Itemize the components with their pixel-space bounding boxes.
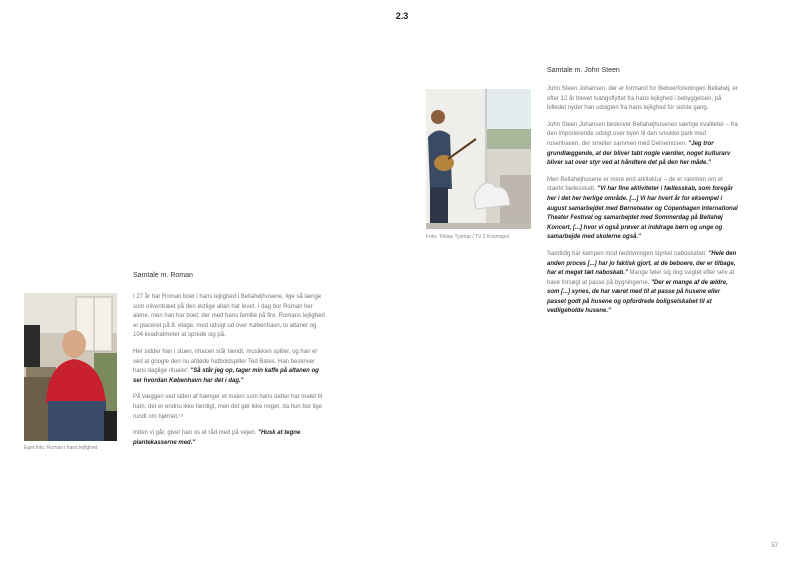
john-quote-3: "Vi har fine aktiviteter i fællesskab, som foregår her i det her herlige område. [...] Vi har hvert år for eksempel i august samarbejdet med Børneteater og Copenhagen International Theater Festival og samarbejdet med Sommerdag på Bellahøj Koncert, [...] hvor vi også prøver at inddrage børn og unge og samarbejde med skolerne også." [547, 186, 738, 241]
roman-photo [24, 293, 117, 441]
john-steen-photo [426, 89, 531, 229]
john-quote-2: "Jeg tror grundlæggende, at der bliver tabt nogle værdier, noget kulturarv bliver sat over styr ved at håndtere det på den her måde." [547, 140, 731, 167]
john-quote-4: "Hele den anden proces [...] har jo faktisk gjort, at de beboere, der er tilbage, har et meget tæt naboskab." [547, 250, 737, 277]
page-number: 57 [771, 543, 778, 549]
john-steen-heading: Samtale m. John Steen [547, 67, 620, 74]
john-paragraph-1: John Steen Johansen, der er formand for Beboerforeningen Bellahøj, er efter 12 år blevet tvangsflyttet fra hans lejlighed i bebyggelsen, på billedet nyder han udsigten fra hans lejlighed for sidste gang. [547, 86, 738, 112]
john-quote-5: "Der er mange af de ældre, som [...] synes, de har været med til at passe på husene eller passet godt på husene og opfordrede boligselskabet til at vedligeholde husene." [547, 279, 728, 315]
john-paragraph-4: Samtidig har kampen mod nedrivningen styrket naboskabet. "Hele den anden proces [...] har jo faktisk gjort, at de beboere, der er tilbage, har et meget tæt naboskab." Mange føler sig dog svigtet efter selv at have forsøgt at passe på bygningerne. "Der er mange af de ældre, som [...] synes, de har været med til at passe på husene eller passet godt på husene og opfordrede boligselskabet til at vedligeholde husene." [547, 250, 737, 315]
roman-photo-caption: Eget foto. Roman i hans lejlighed [24, 445, 98, 451]
roman-paragraph-1: I 27 år har Roman boet i hans lejlighed i Bellahøjhusene, lige så længe som oliventræet på den østlige altan har levet. I dag bor Roman her alene, men han har boet, der med hans familie på fire. Romans lejlighed er placeret på 8. etage, med udsigt ud over København, to altaner og 104 kvadratmeter at sprede sig på. [133, 294, 325, 339]
roman-article [133, 293, 326, 455]
john-steen-photo-caption: Foto: Tobias Tystrup / TV 2 Kosmopol [426, 234, 510, 240]
roman-quote-4: "Husk at tegne plantekasserne med." [133, 430, 301, 446]
john-steen-article [547, 85, 740, 324]
chapter-number: 2.3 [395, 11, 409, 21]
john-paragraph-2: John Steen Johansen beskriver Bellahøjhusenes særlige kvaliteter – fra den imponerende udsigt over byen til den smukke park med rosenhaven, der smelter sammen med Deinemosen. "Jeg tror grundlæggende, at der bliver tabt nogle værdier, noget kulturarv bliver sat over styr ved at håndtere det på den her måde." [547, 121, 738, 167]
roman-paragraph-2: Her sidder han i stuen, imacen står tændt, musikken spiller, og han er ved at google den nu afdøde fodboldspiller Ted Bates. Han beskriver hans daglige ritualer: "Så står jeg op, tager min kaffe på altanen og ser hvordan København har det i dag." [133, 348, 319, 384]
roman-paragraph-4: Inden vi går, giver han os et råd med på vejen. "Husk at tegne plantekasserne med." [133, 430, 301, 446]
roman-heading: Samtale m. Roman [133, 272, 193, 279]
roman-quote-2: "Så står jeg op, tager min kaffe på altanen og ser hvordan København har det i dag." [133, 368, 319, 384]
john-paragraph-3: Men Bellahøjhusene er mere end arkitektur – de er rammen om et stærkt fællesskab. "Vi har fine aktiviteter i fællesskab, som foregår her i det her herlige område. [...] Vi har hvert år for eksempel i august samarbejdet med Børneteater og Copenhagen International Theater Festival og samarbejdet med Sommerdag på Bellahøj Koncert, [...] hvor vi også prøver at inddrage børn og unge og samarbejde med skolerne også." [547, 176, 738, 241]
roman-paragraph-3: På væggen ved siden af hænger et maleri som hans datter har malet til ham, det er endnu ikke færdigt, men det gør ikke noget, da hun bor lige rundt om hjørnet.¹⁵ [133, 394, 323, 420]
